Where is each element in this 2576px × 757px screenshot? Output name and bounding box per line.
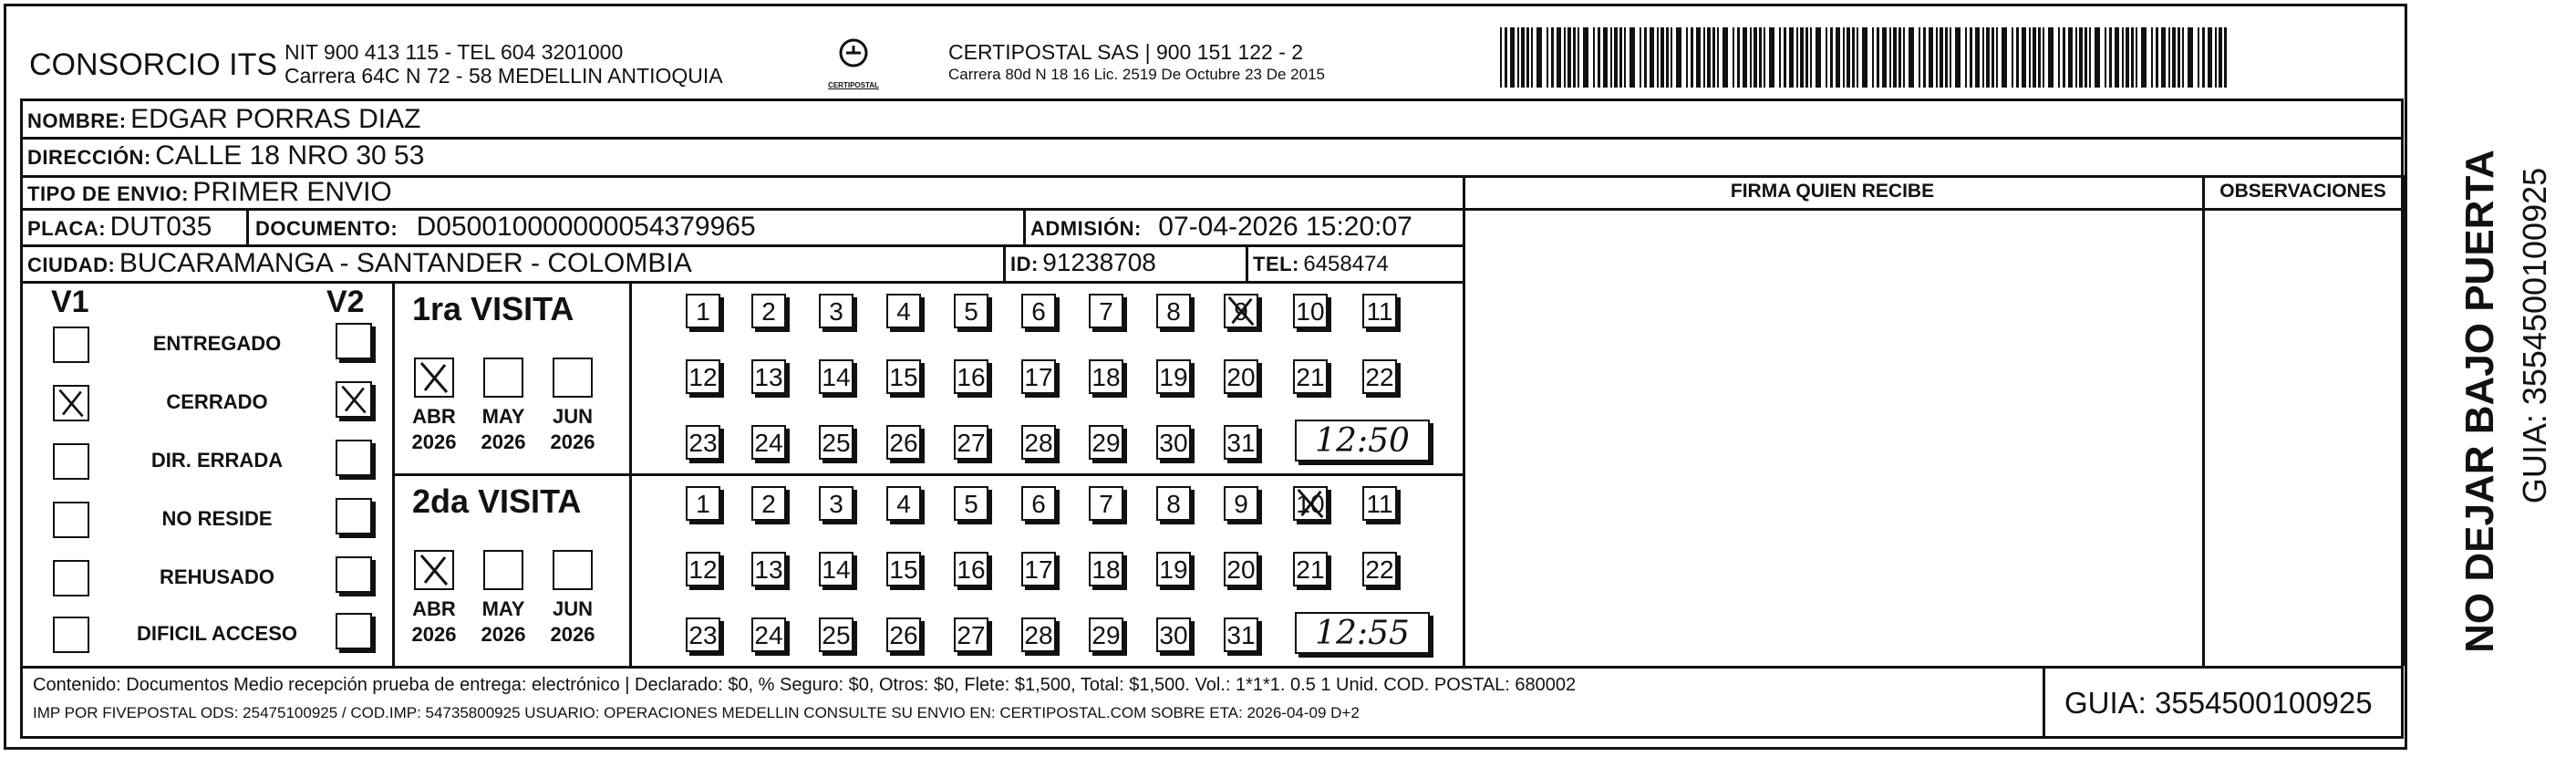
v1-checkbox[interactable] xyxy=(53,617,89,653)
barcode-bar xyxy=(1573,27,1576,88)
barcode-bar xyxy=(1564,27,1566,88)
day-box[interactable]: 2 xyxy=(751,486,786,521)
barcode-bar xyxy=(1624,27,1626,88)
barcode xyxy=(1500,27,2229,88)
documento-value: D050010000000054379965 xyxy=(416,212,756,242)
barcode-bar xyxy=(2038,27,2041,88)
day-box[interactable]: 29 xyxy=(1089,425,1123,460)
day-box[interactable]: 13 xyxy=(751,552,786,586)
barcode-bar xyxy=(1936,27,1938,88)
day-box[interactable]: 30 xyxy=(1156,425,1191,460)
day-box[interactable]: 16 xyxy=(954,359,988,394)
barcode-bar xyxy=(1578,27,1579,88)
nombre-label: NOMBRE: xyxy=(27,109,127,132)
v2-header: V2 xyxy=(326,285,365,319)
barcode-bar xyxy=(1500,27,1502,88)
day-box[interactable]: 27 xyxy=(954,425,988,460)
day-box[interactable]: 1 xyxy=(686,486,720,521)
barcode-bar xyxy=(1789,27,1794,88)
company-name: CONSORCIO ITS xyxy=(29,47,278,82)
day-mark xyxy=(1293,486,1328,521)
barcode-bar xyxy=(2012,27,2013,88)
barcode-bar xyxy=(2068,27,2073,88)
row-line xyxy=(20,137,2404,140)
v1-checkbox[interactable] xyxy=(53,385,89,421)
row-line xyxy=(20,208,2404,211)
day-box[interactable]: 27 xyxy=(954,617,988,652)
barcode-bar xyxy=(2215,27,2217,88)
barcode-bar xyxy=(2182,27,2184,88)
year-label: 2026 xyxy=(481,430,526,453)
barcode-bar xyxy=(2202,27,2205,88)
barcode-bar xyxy=(2079,27,2083,88)
day-box[interactable]: 20 xyxy=(1224,359,1258,394)
row-line xyxy=(1463,175,2404,178)
day-box[interactable]: 31 xyxy=(1224,617,1258,652)
v2-checkbox[interactable] xyxy=(336,613,372,649)
barcode-bar xyxy=(1754,27,1757,88)
x-mark-icon xyxy=(337,383,370,416)
status-label: DIR. ERRADA xyxy=(150,449,284,472)
day-box[interactable]: 6 xyxy=(1021,294,1056,328)
barcode-bar xyxy=(1671,27,1672,88)
row-line xyxy=(20,666,2404,669)
status-label: ENTREGADO xyxy=(152,332,282,355)
barcode-bar xyxy=(1965,27,1967,88)
col-line xyxy=(1003,244,1006,281)
day-box[interactable]: 8 xyxy=(1156,294,1191,328)
id-label: ID: xyxy=(1010,253,1039,275)
tel-value: 6458474 xyxy=(1303,252,1389,276)
day-box[interactable]: 10 xyxy=(1293,486,1328,521)
v1-checkbox[interactable] xyxy=(53,327,89,363)
x-mark-icon xyxy=(416,552,452,588)
barcode-bar xyxy=(2122,27,2124,88)
day-box[interactable]: 5 xyxy=(954,486,988,521)
day-box[interactable]: 22 xyxy=(1362,552,1397,586)
month-label: MAY xyxy=(481,405,525,428)
barcode-bar xyxy=(1882,27,1887,88)
placa-label: PLACA: xyxy=(27,217,107,240)
footer-guia: GUIA: 3554500100925 xyxy=(2064,686,2373,720)
barcode-bar xyxy=(1800,27,1804,88)
barcode-bar xyxy=(1603,27,1608,88)
tel-label: TEL: xyxy=(1253,253,1299,275)
barcode-bar xyxy=(1877,27,1879,88)
month-checkbox[interactable] xyxy=(483,358,523,398)
barcode-bar xyxy=(1857,27,1858,88)
barcode-bar xyxy=(2219,27,2222,88)
month-checkbox[interactable] xyxy=(414,358,454,398)
day-box[interactable]: 9 xyxy=(1224,294,1258,328)
logo-text: CERTIPOSTAL xyxy=(828,81,879,89)
company-address: Carrera 64C N 72 - 58 MEDELLIN ANTIOQUIA xyxy=(284,64,723,88)
barcode-bar xyxy=(2161,27,2166,88)
barcode-bar xyxy=(2131,27,2134,88)
day-box[interactable]: 15 xyxy=(886,359,921,394)
barcode-bar xyxy=(2208,27,2212,88)
x-mark-icon xyxy=(1293,486,1328,521)
day-box[interactable]: 7 xyxy=(1089,486,1123,521)
day-mark xyxy=(1224,294,1258,328)
barcode-bar xyxy=(1759,27,1762,88)
barcode-bar xyxy=(1707,27,1711,88)
side-guia: GUIA: 3554500100925 xyxy=(2516,167,2553,504)
day-box[interactable]: 11 xyxy=(1362,294,1397,328)
admision-label: ADMISIÓN: xyxy=(1030,217,1142,240)
barcode-bar xyxy=(2095,27,2100,88)
barcode-bar xyxy=(1862,27,1867,88)
day-box[interactable]: 14 xyxy=(819,359,853,394)
barcode-bar xyxy=(1521,27,1525,88)
visit-time[interactable]: 12:55 xyxy=(1295,612,1430,654)
barcode-bar xyxy=(2048,27,2054,88)
barcode-bar xyxy=(1526,27,1529,88)
barcode-bar xyxy=(2043,27,2044,88)
barcode-bar xyxy=(1847,27,1850,88)
barcode-bar xyxy=(1593,27,1595,88)
day-box[interactable]: 25 xyxy=(819,425,853,460)
month-checkbox[interactable] xyxy=(414,550,454,590)
barcode-bar xyxy=(1893,27,1897,88)
month-label: ABR xyxy=(412,405,456,428)
barcode-bar xyxy=(1733,27,1734,88)
side-warning: NO DEJAR BAJO PUERTA xyxy=(2457,150,2502,653)
barcode-bar xyxy=(2002,27,2007,88)
day-box[interactable]: 28 xyxy=(1021,425,1056,460)
certipostal-logo xyxy=(828,36,879,91)
day-box[interactable]: 15 xyxy=(886,552,921,586)
barcode-bar xyxy=(1610,27,1612,88)
barcode-bar xyxy=(1784,27,1786,88)
ciudad-value: BUCARAMANGA - SANTANDER - COLOMBIA xyxy=(119,248,692,278)
barcode-bar xyxy=(1805,27,1808,88)
barcode-bar xyxy=(1843,27,1845,88)
certipostal-logo-icon xyxy=(828,36,879,77)
v2-checkbox[interactable] xyxy=(336,440,372,476)
barcode-bar xyxy=(2058,27,2060,88)
barcode-bar xyxy=(1531,27,1533,88)
barcode-bar xyxy=(2016,27,2019,88)
barcode-bar xyxy=(1991,27,1994,88)
day-box[interactable]: 21 xyxy=(1293,359,1328,394)
barcode-bar xyxy=(1955,27,1960,88)
barcode-bar xyxy=(1510,27,1515,88)
barcode-bar xyxy=(1743,27,1747,88)
v2-checkbox[interactable] xyxy=(336,556,372,593)
x-mark-icon xyxy=(416,359,452,396)
placa-value: DUT035 xyxy=(109,212,212,242)
day-box[interactable]: 20 xyxy=(1224,552,1258,586)
day-box[interactable]: 29 xyxy=(1089,617,1123,652)
barcode-bar xyxy=(1640,27,1641,88)
barcode-bar xyxy=(1517,27,1519,88)
certipostal-name: CERTIPOSTAL SAS | 900 151 122 - 2 xyxy=(948,40,1304,64)
id-value: 91238708 xyxy=(1042,248,1156,276)
barcode-bar xyxy=(2178,27,2180,88)
day-box[interactable]: 23 xyxy=(686,617,720,652)
ciudad-label: CIUDAD: xyxy=(27,254,116,276)
barcode-bar xyxy=(1872,27,1874,88)
day-box[interactable]: 4 xyxy=(886,486,921,521)
visit-title: 1ra VISITA xyxy=(412,290,574,327)
v2-checkbox[interactable] xyxy=(336,381,372,418)
barcode-bar xyxy=(2198,27,2199,88)
barcode-bar xyxy=(1996,27,1998,88)
barcode-bar xyxy=(1657,27,1659,88)
barcode-bar xyxy=(1779,27,1781,88)
admision-value: 07-04-2026 15:20:07 xyxy=(1158,212,1412,242)
barcode-bar xyxy=(1764,27,1765,88)
barcode-bar xyxy=(1826,27,1827,88)
day-box[interactable]: 2 xyxy=(751,294,786,328)
v1-checkbox[interactable] xyxy=(53,502,89,538)
tipo-label: TIPO DE ENVIO: xyxy=(27,182,189,205)
barcode-bar xyxy=(1982,27,1984,88)
barcode-bar xyxy=(1986,27,1990,88)
barcode-bar xyxy=(1796,27,1798,88)
observaciones-header: OBSERVACIONES xyxy=(2219,181,2386,202)
barcode-bar xyxy=(1703,27,1705,88)
day-box[interactable]: 17 xyxy=(1021,359,1056,394)
placa-field xyxy=(27,212,212,243)
barcode-bar xyxy=(1650,27,1654,88)
day-box[interactable]: 25 xyxy=(819,617,853,652)
day-box[interactable]: 17 xyxy=(1021,552,1056,586)
day-box[interactable]: 21 xyxy=(1293,552,1328,586)
col-line xyxy=(2404,175,2406,666)
day-box[interactable]: 3 xyxy=(819,486,853,521)
day-box[interactable]: 16 xyxy=(954,552,988,586)
status-label: REHUSADO xyxy=(160,565,274,588)
certipostal-address: Carrera 80d N 18 16 Lic. 2519 De Octubre 23 De 2015 xyxy=(948,66,1325,83)
day-box[interactable]: 26 xyxy=(886,425,921,460)
barcode-bar xyxy=(1919,27,1920,88)
footer-imp: IMP POR FIVEPOSTAL ODS: 25475100925 / COD.IMP: 54735800925 USUARIO: OPERACIONES MEDELLIN CONSULTE SU ENVIO EN: CERTIPOSTAL.COM SOBRE ETA: 2026-04-09 D+2 xyxy=(33,704,1360,721)
visit-time[interactable]: 12:50 xyxy=(1295,420,1430,461)
barcode-bar xyxy=(2172,27,2176,88)
barcode-bar xyxy=(1929,27,1933,88)
barcode-bar xyxy=(1696,27,1701,88)
nombre-value: EDGAR PORRAS DIAZ xyxy=(130,104,421,134)
day-box[interactable]: 10 xyxy=(1293,294,1328,328)
barcode-bar xyxy=(1810,27,1812,88)
company-nit-tel: NIT 900 413 115 - TEL 604 3201000 xyxy=(284,40,624,64)
day-box[interactable]: 19 xyxy=(1156,359,1191,394)
documento-field xyxy=(255,212,756,243)
barcode-bar xyxy=(2105,27,2106,88)
year-label: 2026 xyxy=(411,430,457,453)
barcode-bar xyxy=(2224,27,2227,88)
barcode-bar xyxy=(1970,27,1972,88)
barcode-bar xyxy=(1945,27,1948,88)
barcode-bar xyxy=(1598,27,1600,88)
col-line xyxy=(2202,175,2205,666)
barcode-bar xyxy=(1950,27,1951,88)
day-box[interactable]: 6 xyxy=(1021,486,1056,521)
day-box[interactable]: 1 xyxy=(686,294,720,328)
direccion-value: CALLE 18 NRO 30 53 xyxy=(155,140,425,171)
day-box[interactable]: 26 xyxy=(886,617,921,652)
barcode-bar xyxy=(2063,27,2065,88)
day-box[interactable]: 18 xyxy=(1089,359,1123,394)
day-box[interactable]: 3 xyxy=(819,294,853,328)
barcode-bar xyxy=(1750,27,1752,88)
barcode-bar xyxy=(1629,27,1635,88)
month-label: JUN xyxy=(552,597,593,620)
barcode-bar xyxy=(1830,27,1833,88)
barcode-bar xyxy=(1717,27,1719,88)
month-label: JUN xyxy=(552,405,593,428)
x-mark-icon xyxy=(1224,294,1258,328)
barcode-bar xyxy=(1898,27,1901,88)
month-label: MAY xyxy=(481,597,525,620)
month-checkbox[interactable] xyxy=(553,550,593,590)
barcode-bar xyxy=(1505,27,1507,88)
month-checkbox[interactable] xyxy=(553,358,593,398)
barcode-bar xyxy=(1852,27,1855,88)
id-field xyxy=(1010,248,1156,277)
barcode-bar xyxy=(1557,27,1561,88)
barcode-bar xyxy=(2022,27,2026,88)
status-label: DIFICIL ACCESO xyxy=(136,622,297,645)
year-label: 2026 xyxy=(550,430,595,453)
day-box[interactable]: 9 xyxy=(1224,486,1258,521)
barcode-bar xyxy=(2089,27,2091,88)
barcode-bar xyxy=(1712,27,1715,88)
firma-header: FIRMA QUIEN RECIBE xyxy=(1730,181,1935,202)
month-label: ABR xyxy=(412,597,456,620)
barcode-bar xyxy=(2141,27,2147,88)
barcode-bar xyxy=(1909,27,1914,88)
tipo-row xyxy=(27,177,392,208)
nombre-row xyxy=(27,104,420,135)
year-label: 2026 xyxy=(481,623,526,646)
barcode-bar xyxy=(2151,27,2153,88)
tipo-value: PRIMER ENVIO xyxy=(192,177,392,207)
barcode-bar xyxy=(2109,27,2112,88)
tel-field xyxy=(1253,252,1389,277)
v1-header: V1 xyxy=(51,285,89,319)
direccion-label: DIRECCIÓN: xyxy=(27,146,151,169)
barcode-bar xyxy=(2168,27,2170,88)
year-label: 2026 xyxy=(550,623,595,646)
v1-checkbox[interactable] xyxy=(53,560,89,596)
barcode-bar xyxy=(1737,27,1740,88)
barcode-bar xyxy=(1723,27,1728,88)
day-box[interactable]: 18 xyxy=(1089,552,1123,586)
day-box[interactable]: 28 xyxy=(1021,617,1056,652)
col-line xyxy=(2043,666,2045,739)
day-box[interactable]: 23 xyxy=(686,425,720,460)
barcode-bar xyxy=(1686,27,1688,88)
barcode-bar xyxy=(2115,27,2119,88)
barcode-bar xyxy=(1547,27,1548,88)
barcode-bar xyxy=(1769,27,1774,88)
barcode-bar xyxy=(1536,27,1542,88)
barcode-bar xyxy=(1975,27,1980,88)
footer-contenido: Contenido: Documentos Medio recepción prueba de entrega: electrónico | Declarado: $0, % Seguro: $0, Otros: $0, Flete: $1,500, Total: $1,500. Vol.: 1*1*1. 0.5 1 Unid. COD. POSTAL: 680002 xyxy=(33,675,1577,695)
status-label: CERRADO xyxy=(166,390,268,413)
barcode-bar xyxy=(1836,27,1840,88)
barcode-bar xyxy=(2085,27,2087,88)
barcode-bar xyxy=(1644,27,1647,88)
barcode-bar xyxy=(2126,27,2129,88)
barcode-bar xyxy=(2136,27,2137,88)
barcode-bar xyxy=(1619,27,1622,88)
ciudad-field xyxy=(27,248,692,279)
barcode-bar xyxy=(1567,27,1571,88)
barcode-bar xyxy=(1923,27,1926,88)
barcode-bar xyxy=(1691,27,1693,88)
barcode-bar xyxy=(1583,27,1588,88)
day-box[interactable]: 12 xyxy=(686,552,720,586)
day-box[interactable]: 22 xyxy=(1362,359,1397,394)
status-label: NO RESIDE xyxy=(161,507,273,530)
direccion-row xyxy=(27,140,424,171)
col-line xyxy=(1246,244,1248,281)
barcode-bar xyxy=(2033,27,2036,88)
day-box[interactable]: 5 xyxy=(954,294,988,328)
month-checkbox[interactable] xyxy=(483,550,523,590)
year-label: 2026 xyxy=(411,623,457,646)
barcode-bar xyxy=(1614,27,1618,88)
day-box[interactable]: 24 xyxy=(751,617,786,652)
documento-label: DOCUMENTO: xyxy=(255,217,398,240)
admision-field xyxy=(1030,212,1412,243)
col-line xyxy=(1463,175,1465,666)
day-box[interactable]: 4 xyxy=(886,294,921,328)
day-box[interactable]: 19 xyxy=(1156,552,1191,586)
col-line xyxy=(1023,208,1026,244)
day-box[interactable]: 31 xyxy=(1224,425,1258,460)
day-box[interactable]: 12 xyxy=(686,359,720,394)
v2-checkbox[interactable] xyxy=(336,498,372,534)
barcode-bar xyxy=(1551,27,1554,88)
barcode-bar xyxy=(1903,27,1905,88)
row-line xyxy=(392,473,1463,476)
barcode-bar xyxy=(1816,27,1821,88)
barcode-bar xyxy=(1676,27,1681,88)
barcode-bar xyxy=(1940,27,1943,88)
day-box[interactable]: 30 xyxy=(1156,617,1191,652)
barcode-bar xyxy=(2029,27,2031,88)
v2-checkbox[interactable] xyxy=(336,323,372,359)
row-line xyxy=(20,281,1463,284)
day-box[interactable]: 11 xyxy=(1362,486,1397,521)
barcode-bar xyxy=(2075,27,2077,88)
barcode-bar xyxy=(1660,27,1664,88)
col-line xyxy=(246,208,249,244)
v1-checkbox[interactable] xyxy=(53,443,89,480)
day-box[interactable]: 14 xyxy=(819,552,853,586)
barcode-bar xyxy=(2156,27,2158,88)
x-mark-icon xyxy=(55,387,88,420)
day-box[interactable]: 7 xyxy=(1089,294,1123,328)
visit-title: 2da VISITA xyxy=(412,482,582,520)
day-box[interactable]: 8 xyxy=(1156,486,1191,521)
barcode-bar xyxy=(2188,27,2193,88)
day-box[interactable]: 24 xyxy=(751,425,786,460)
barcode-bar xyxy=(1889,27,1891,88)
day-box[interactable]: 13 xyxy=(751,359,786,394)
barcode-bar xyxy=(1666,27,1669,88)
